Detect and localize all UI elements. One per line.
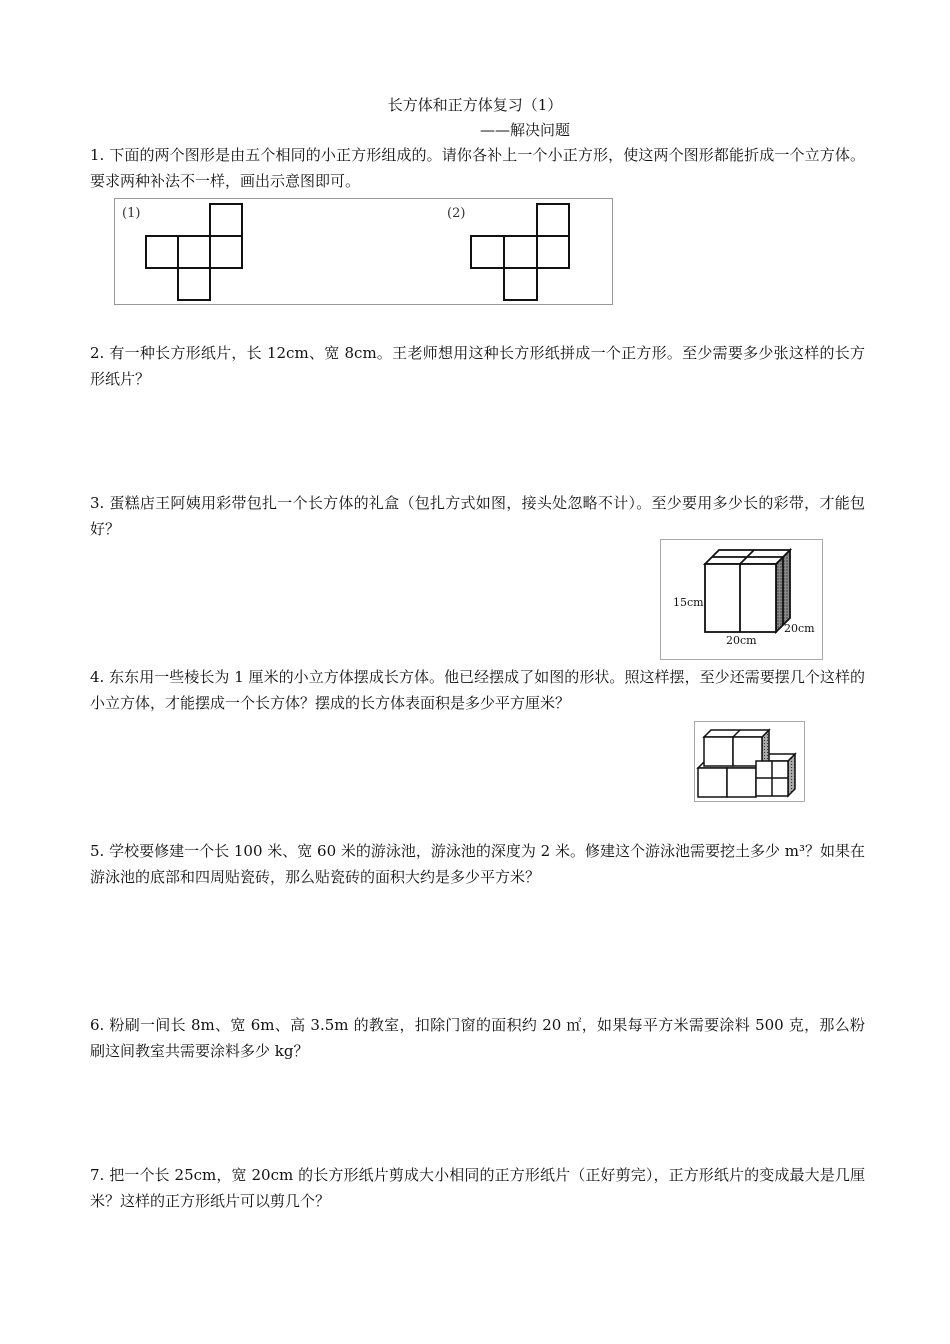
length-label: 20cm	[726, 634, 757, 647]
question-number: 7.	[90, 1166, 105, 1184]
question-text: 有一种长方形纸片，长 12cm、宽 8cm。王老师想用这种长方形纸拼成一个正方形。至少需要多少张这样的长方形纸片？	[90, 344, 865, 388]
question-number: 1.	[90, 146, 105, 164]
question-3	[90, 490, 865, 542]
cubes	[698, 730, 795, 797]
question-text: 粉刷一间长 8m、宽 6m、高 3.5m 的教室，扣除门窗的面积约 20 ㎡，如果每平方米需要涂料 500 克，那么粉刷这间教室共需要涂料多少 kg？	[90, 1016, 865, 1060]
net-2-label: (2)	[447, 206, 466, 221]
question-7	[90, 1162, 865, 1214]
question-1	[90, 142, 865, 194]
question-2	[90, 340, 865, 392]
question-4	[90, 664, 865, 716]
width-label: 20cm	[784, 622, 815, 635]
question-number: 4.	[90, 668, 105, 686]
question-number: 2.	[90, 344, 105, 362]
question-text: 下面的两个图形是由五个相同的小正方形组成的。请你各补上一个小正方形，使这两个图形都能折成一个立方体。要求两种补法不一样，画出示意图即可。	[90, 146, 865, 190]
question-text: 蛋糕店王阿姨用彩带包扎一个长方体的礼盒（包扎方式如图，接头处忽略不计）。至少要用多少长的彩带，才能包好？	[90, 494, 865, 538]
question-6	[90, 1012, 865, 1064]
stacked-cubes-figure	[694, 721, 806, 803]
question-number: 5.	[90, 842, 105, 860]
box-drawing	[705, 550, 790, 632]
net-1-label: (1)	[122, 206, 141, 221]
cube-nets-figure	[114, 198, 614, 306]
cube-net-2	[471, 204, 569, 300]
question-text: 学校要修建一个长 100 米、宽 60 米的游泳池，游泳池的深度为 2 米。修建这个游泳池需要挖土多少 m³？如果在游泳池的底部和四周贴瓷砖，那么贴瓷砖的面积大约是多少平方米？	[90, 842, 865, 886]
page-subtitle: ——解决问题	[480, 121, 571, 139]
question-text: 把一个长 25cm，宽 20cm 的长方形纸片剪成大小相同的正方形纸片（正好剪完），正方形纸片的变成最大是几厘米？这样的正方形纸片可以剪几个？	[90, 1166, 865, 1210]
question-text: 东东用一些棱长为 1 厘米的小立方体摆成长方体。他已经摆成了如图的形状。照这样摆，至少还需要摆几个这样的小立方体，才能摆成一个长方体？摆成的长方体表面积是多少平方厘米？	[90, 668, 865, 712]
height-label: 15cm	[673, 596, 704, 609]
question-number: 6.	[90, 1016, 105, 1034]
cube-net-1	[146, 204, 242, 300]
page-title: 长方体和正方体复习（1）	[387, 96, 563, 114]
question-number: 3.	[90, 494, 105, 512]
gift-box-figure	[660, 539, 824, 661]
question-5	[90, 838, 865, 890]
